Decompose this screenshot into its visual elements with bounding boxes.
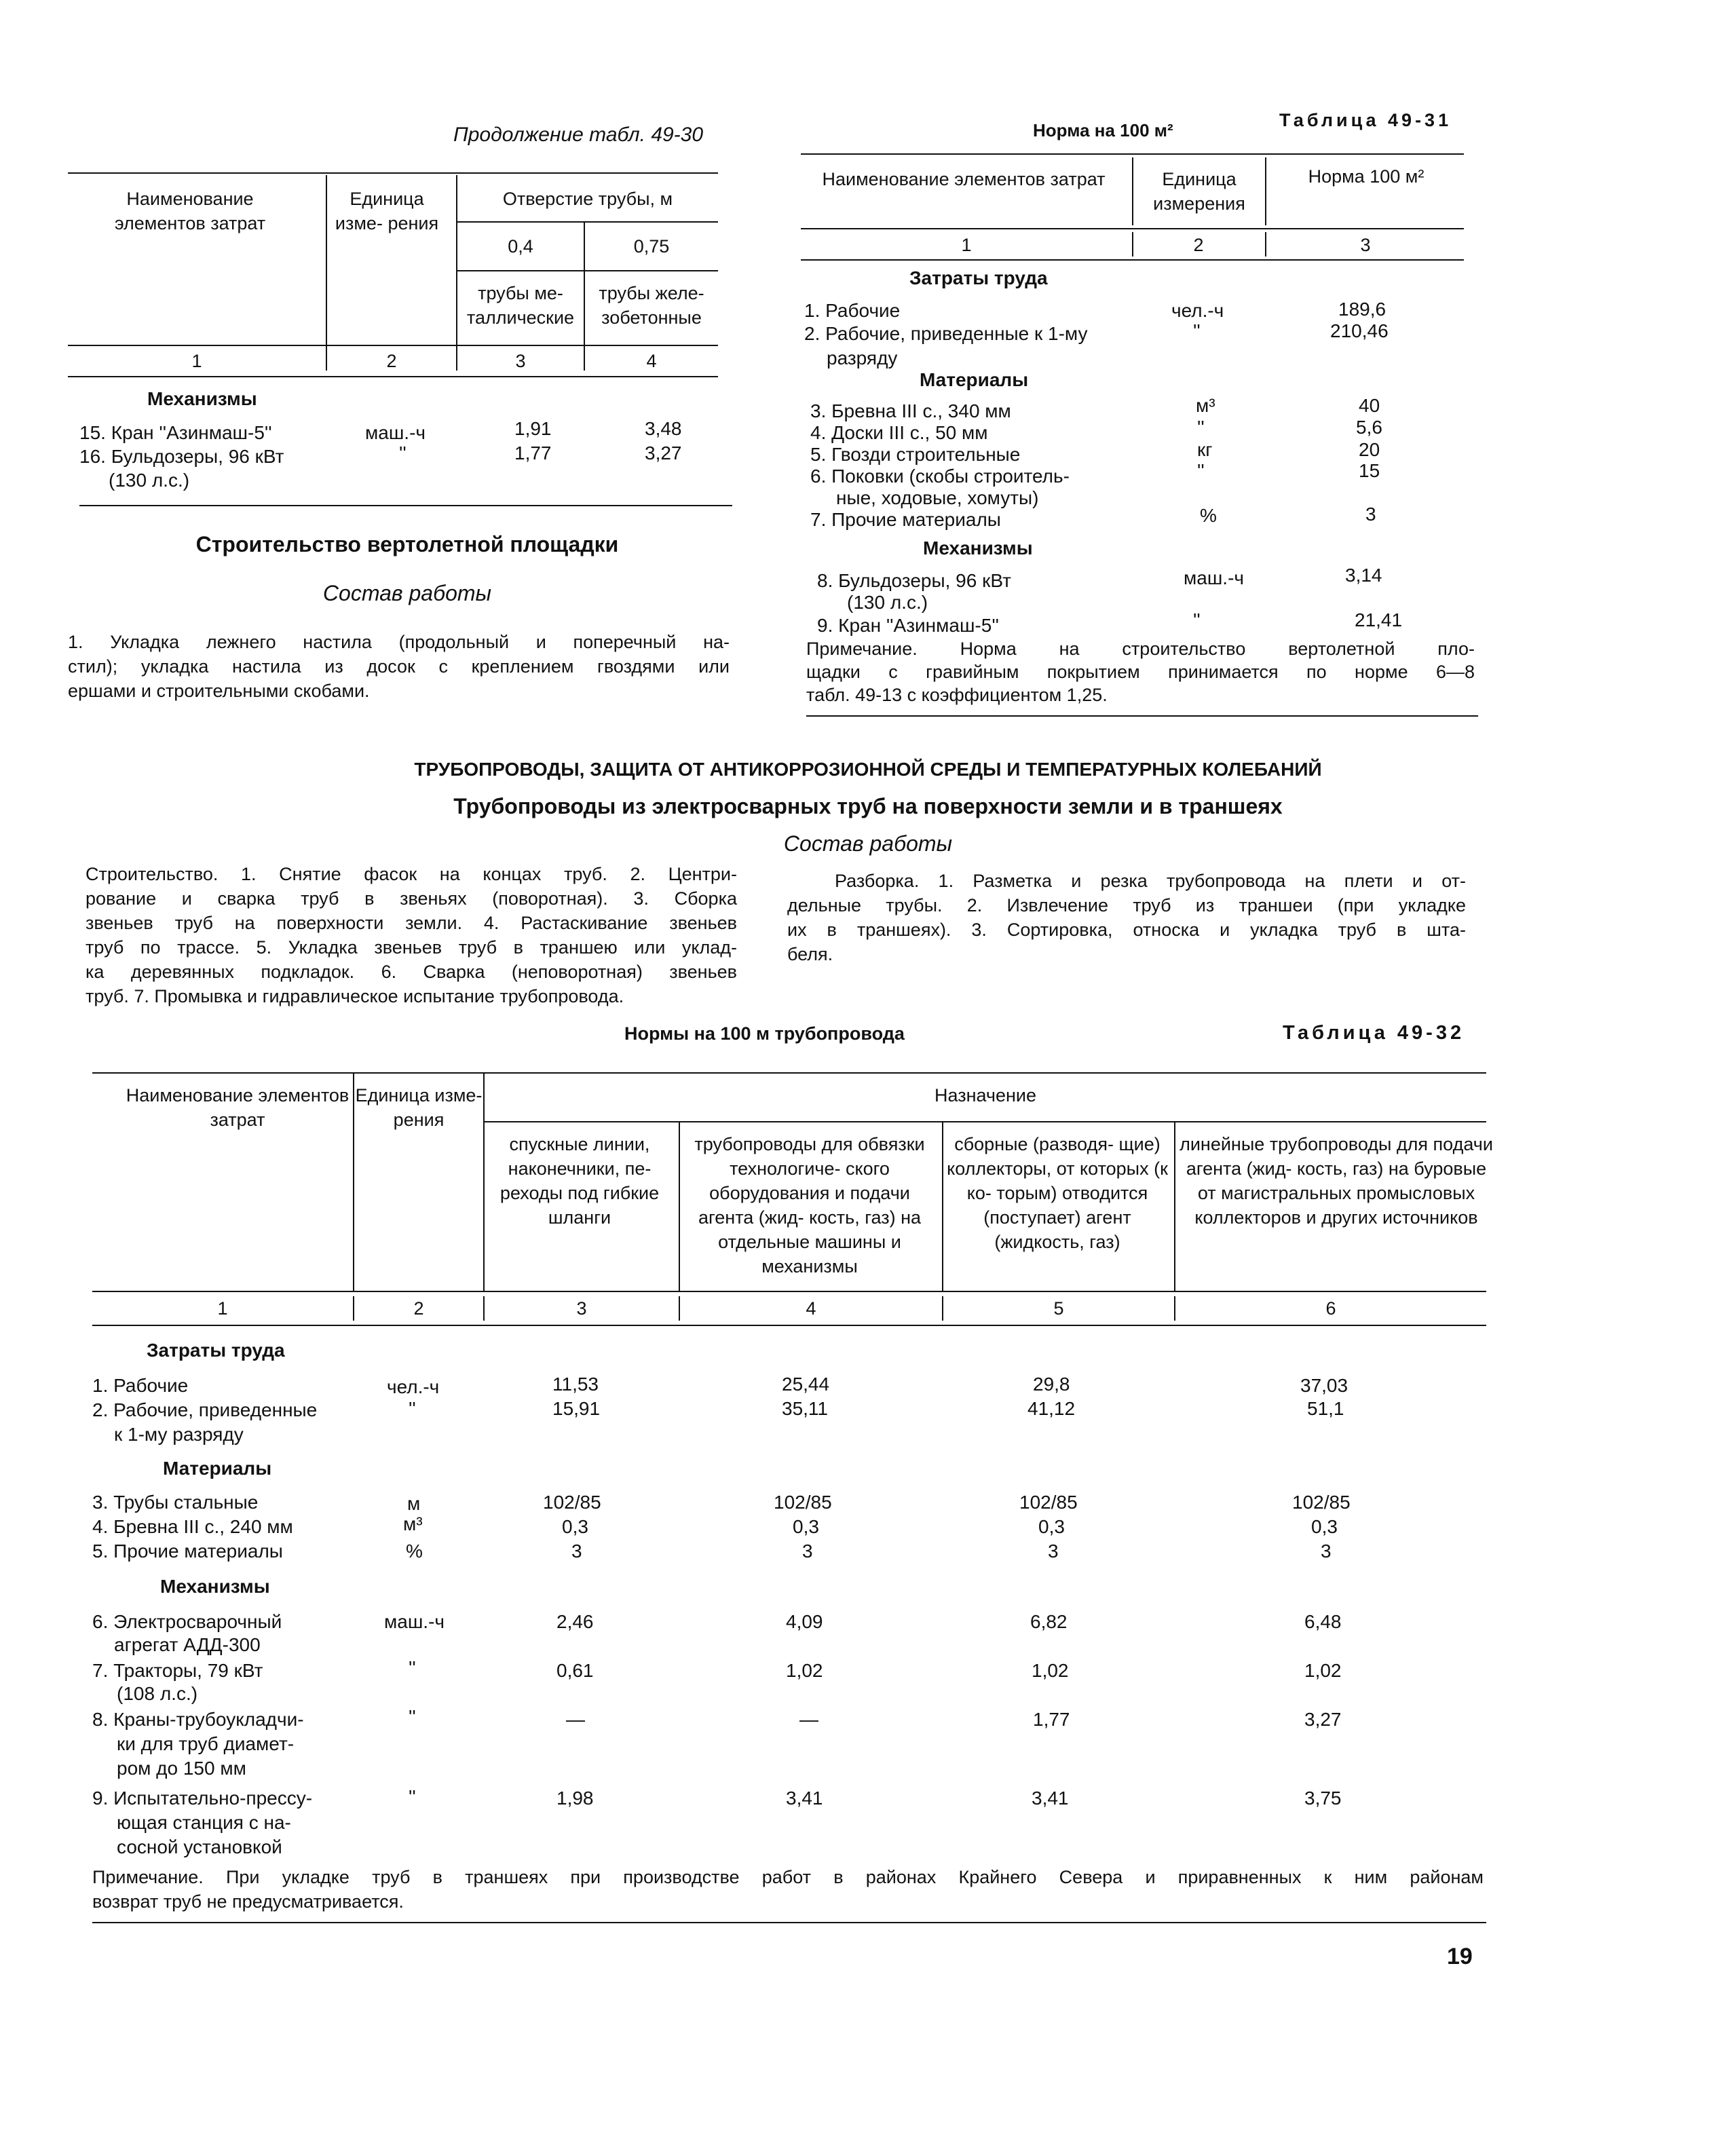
row-name: 6. Поковки (скобы строитель- <box>810 466 1070 487</box>
col-num-2: 2 <box>413 1298 424 1319</box>
row-value: 3 <box>1365 504 1376 525</box>
paragraph-line: дельные трубы. 2. Извлечение труб из траншеи (при укладке <box>787 895 1466 915</box>
row-unit: '' <box>399 442 407 464</box>
header-name: Наименование элементов затрат <box>114 189 266 233</box>
row-name: 5. Гвозди строительные <box>810 444 1021 465</box>
row-value: 37,03 <box>1300 1375 1348 1396</box>
row-name: 1. Рабочие <box>804 300 901 321</box>
row-name: 5. Прочие материалы <box>92 1541 283 1562</box>
header-unit: Единица изме- рения <box>355 1085 483 1130</box>
row-value: 41,12 <box>1027 1398 1076 1419</box>
paragraph-line: Строительство. 1. Снятие фасок на концах труб. 2. Центри- <box>86 864 737 884</box>
paragraph-line: звеньев труб на поверхности земли. 4. Растаскивание звеньев <box>86 913 737 933</box>
row-name-cont: (130 л.с.) <box>847 592 928 613</box>
rule <box>68 172 718 174</box>
header-unit: Единица измерения <box>1153 169 1245 214</box>
section-title: Трубопроводы из электросварных труб на поверхности земли и в траншеях <box>453 794 1283 818</box>
row-value: 2,46 <box>556 1611 594 1632</box>
row-value: 25,44 <box>782 1374 830 1395</box>
table-note-line: Примечание. Норма на строительство вертолетной пло- <box>806 639 1475 659</box>
row-value: 1,91 <box>514 418 552 439</box>
row-name: 3. Бревна III с., 340 мм <box>810 400 1011 421</box>
table-note-line: Примечание. При укладке труб в траншеях при производстве работ в районах Крайнего Севера и приравненных к ним районам <box>92 1867 1484 1887</box>
row-unit: кг <box>1197 439 1213 460</box>
col-num-4: 4 <box>646 351 657 371</box>
row-unit: % <box>1200 505 1217 526</box>
header-0-75: 0,75 <box>633 236 670 257</box>
header-col-6: линейные трубопроводы для подачи агента (жид- кость, газ) на буровые от магистральных промысловых коллекторов и других источников <box>1180 1134 1493 1228</box>
row-value: 3,14 <box>1345 565 1382 586</box>
row-name-cont: ные, ходовые, хомуты) <box>836 487 1039 508</box>
row-unit: '' <box>1197 460 1205 481</box>
row-value: 15,91 <box>552 1398 601 1419</box>
col-num-3: 3 <box>515 351 526 371</box>
row-value: 3,41 <box>1032 1788 1069 1809</box>
paragraph-line: стил); укладка настила из досок с креплением гвоздями или <box>68 656 730 677</box>
row-value: 51,1 <box>1307 1398 1344 1419</box>
col-num-1: 1 <box>961 235 972 255</box>
paragraph-line: рование и сварка труб в звеньях (поворотная). 3. Сборка <box>86 888 737 909</box>
table-label: Таблица 49-32 <box>1283 1022 1465 1044</box>
paragraph-line: труб. 7. Промывка и гидравлическое испытание трубопровода. <box>86 986 624 1006</box>
rule <box>1174 1121 1175 1291</box>
row-name: 2. Рабочие, приведенные <box>92 1399 318 1420</box>
row-value: 0,3 <box>1038 1516 1065 1537</box>
row-value: 4,09 <box>786 1611 823 1632</box>
section-labor: Затраты труда <box>147 1340 285 1361</box>
col-num-1: 1 <box>191 351 202 371</box>
rule <box>92 1325 1486 1326</box>
row-value: 6,82 <box>1030 1611 1068 1632</box>
header-col-5: сборные (разводя- щие) коллекторы, от которых (к ко- торым) отводится (поступает) агент (жидкость, газ) <box>947 1134 1168 1252</box>
row-unit: '' <box>1193 320 1201 341</box>
col-num-2: 2 <box>386 351 397 371</box>
row-name-cont: ющая станция с на- <box>117 1812 291 1833</box>
header-name: Наименование элементов затрат <box>126 1085 350 1130</box>
rule <box>806 715 1478 717</box>
table-label: Таблица 49-31 <box>1279 110 1452 130</box>
rule <box>92 1291 1486 1292</box>
rule <box>1132 157 1133 225</box>
section-materials: Материалы <box>920 369 1029 390</box>
row-value: 1,02 <box>1304 1660 1342 1681</box>
row-name-cont: разряду <box>827 347 898 369</box>
rule <box>801 228 1464 229</box>
row-value: 0,3 <box>562 1516 588 1537</box>
paragraph-line: беля. <box>787 944 833 964</box>
row-unit: м³ <box>1196 395 1215 416</box>
col-num-5: 5 <box>1053 1298 1064 1319</box>
header-unit: Единица изме- рения <box>335 189 439 233</box>
rule <box>942 1121 943 1291</box>
header-concrete-pipes: трубы желе- зобетонные <box>599 283 704 328</box>
section-mechanisms: Механизмы <box>160 1576 270 1597</box>
row-value: 29,8 <box>1033 1374 1070 1395</box>
row-value: 35,11 <box>782 1398 828 1419</box>
row-value: 3 <box>1048 1541 1059 1562</box>
paragraph-line: труб по трассе. 5. Укладка звеньев труб в траншею или уклад- <box>86 937 737 958</box>
header-norm: Норма 100 м² <box>1308 166 1424 187</box>
section-title: Строительство вертолетной площадки <box>195 532 619 556</box>
row-value: — <box>799 1709 818 1730</box>
row-value: 20 <box>1359 439 1380 460</box>
header-metal-pipes: трубы ме- таллические <box>466 283 575 328</box>
row-name: 3. Трубы стальные <box>92 1492 259 1513</box>
row-name-cont: (108 л.с.) <box>117 1683 198 1704</box>
row-unit: маш.-ч <box>365 422 426 443</box>
header-purpose: Назначение <box>934 1085 1037 1106</box>
row-name-cont: (130 л.с.) <box>109 470 190 491</box>
row-value: 11,53 <box>552 1374 599 1395</box>
section-subtitle: Состав работы <box>322 581 492 605</box>
row-name: 8. Краны-трубоукладчи- <box>92 1709 304 1730</box>
row-value: 102/85 <box>543 1492 601 1513</box>
row-name: 2. Рабочие, приведенные к 1-му <box>804 323 1088 344</box>
row-value: 102/85 <box>1019 1492 1078 1513</box>
section-mechanisms: Механизмы <box>923 537 1033 559</box>
rule <box>92 1922 1486 1923</box>
paragraph-line: ершами и строительными скобами. <box>68 681 370 701</box>
header-col-4: трубопроводы для обвязки технологиче- ского оборудования и подачи агента (жид- кость, газ) на отдельные машины и механизмы <box>694 1134 925 1277</box>
col-num-2: 2 <box>1193 235 1204 255</box>
row-value: — <box>566 1709 585 1730</box>
row-value: 40 <box>1359 395 1380 416</box>
col-num-3: 3 <box>1360 235 1371 255</box>
header-0-4: 0,4 <box>508 236 533 257</box>
row-value: 0,61 <box>556 1660 594 1681</box>
row-value: 1,77 <box>514 442 552 464</box>
rule <box>456 221 718 223</box>
row-unit: чел.-ч <box>1171 300 1224 321</box>
row-value: 3,27 <box>645 442 682 464</box>
table-title: Нормы на 100 м трубопровода <box>624 1023 905 1044</box>
row-name: 9. Испытательно-прессу- <box>92 1788 313 1809</box>
row-name-cont: к 1-му разряду <box>114 1424 244 1445</box>
section-subtitle: Состав работы <box>783 831 953 856</box>
rule <box>326 175 327 371</box>
row-name: 1. Рабочие <box>92 1375 189 1396</box>
table-note-line: табл. 49-13 с коэффициентом 1,25. <box>806 685 1108 705</box>
row-value: 1,02 <box>786 1660 823 1681</box>
row-unit: '' <box>409 1657 416 1678</box>
paragraph-line: их в траншеях). 3. Сортировка, относка и укладка труб в шта- <box>787 920 1466 940</box>
row-value: 102/85 <box>774 1492 832 1513</box>
row-value: 3,75 <box>1304 1788 1342 1809</box>
section-mechanisms: Механизмы <box>147 388 257 409</box>
row-value: 15 <box>1359 460 1380 481</box>
header-opening: Отверстие трубы, м <box>502 189 673 209</box>
col-num-3: 3 <box>576 1298 587 1319</box>
row-name-cont: агрегат АДД-300 <box>114 1634 261 1655</box>
row-value: 0,3 <box>1311 1516 1338 1537</box>
row-value: 3 <box>802 1541 813 1562</box>
row-unit: маш.-ч <box>1184 567 1244 588</box>
row-name-cont: ки для труб диамет- <box>117 1733 295 1754</box>
col-num-4: 4 <box>806 1298 816 1319</box>
row-name: 15. Кран ''Азинмаш-5'' <box>79 422 272 443</box>
row-value: 3 <box>571 1541 582 1562</box>
table-note-line: возврат труб не предусматривается. <box>92 1891 404 1912</box>
row-unit: '' <box>409 1786 416 1807</box>
rule <box>801 153 1464 155</box>
row-name: 7. Прочие материалы <box>810 509 1001 530</box>
row-value: 1,02 <box>1032 1660 1069 1681</box>
row-value: 102/85 <box>1292 1492 1351 1513</box>
col-num-1: 1 <box>217 1298 228 1319</box>
row-value: 5,6 <box>1356 417 1382 438</box>
page-number: 19 <box>1447 1944 1473 1969</box>
row-value: 3,48 <box>645 418 682 439</box>
row-value: 1,98 <box>556 1788 594 1809</box>
paragraph-line: Разборка. 1. Разметка и резка трубопровода на плети и от- <box>835 871 1466 891</box>
row-unit: маш.-ч <box>384 1611 445 1632</box>
row-name: 4. Бревна III с., 240 мм <box>92 1516 293 1537</box>
row-unit: '' <box>409 1398 416 1419</box>
rule <box>68 345 718 346</box>
rule <box>79 505 732 506</box>
paragraph-line: 1. Укладка лежнего настила (продольный и поперечный на- <box>68 632 730 652</box>
row-unit: % <box>406 1541 423 1562</box>
paragraph-line: ка деревянных подкладок. 6. Сварка (неповоротная) звеньев <box>86 962 737 982</box>
chapter-heading: ТРУБОПРОВОДЫ, ЗАЩИТА ОТ АНТИКОРРОЗИОННОЙ СРЕДЫ И ТЕМПЕРАТУРНЫХ КОЛЕБАНИЙ <box>414 759 1322 780</box>
section-materials: Материалы <box>163 1458 272 1479</box>
row-unit: '' <box>1197 417 1205 438</box>
row-name: 4. Доски III с., 50 мм <box>810 422 988 443</box>
row-name-cont: сосной установкой <box>117 1836 282 1857</box>
row-value: 6,48 <box>1304 1611 1342 1632</box>
row-value: 189,6 <box>1338 299 1386 320</box>
row-value: 21,41 <box>1355 609 1403 630</box>
row-name-cont: ром до 150 мм <box>117 1758 246 1779</box>
header-name: Наименование элементов затрат <box>822 169 1106 189</box>
rule <box>456 270 718 271</box>
row-value: 1,77 <box>1033 1709 1070 1730</box>
rule <box>801 259 1464 261</box>
row-unit: '' <box>409 1706 416 1727</box>
table-continuation-label: Продолжение табл. 49-30 <box>453 124 704 146</box>
header-col-3: спускные линии, наконечники, пе- реходы под гибкие шланги <box>499 1134 660 1228</box>
row-value: 3 <box>1321 1541 1332 1562</box>
row-name: 16. Бульдозеры, 96 кВт <box>79 446 284 467</box>
col-num-6: 6 <box>1325 1298 1336 1319</box>
rule <box>1265 157 1266 225</box>
row-name: 9. Кран ''Азинмаш-5'' <box>817 615 1000 636</box>
row-value: 210,46 <box>1330 320 1389 341</box>
row-name: 6. Электросварочный <box>92 1611 282 1632</box>
row-value: 3,41 <box>786 1788 823 1809</box>
row-unit: '' <box>1193 609 1201 630</box>
row-unit: м³ <box>403 1513 423 1534</box>
rule <box>483 1121 1486 1122</box>
row-value: 3,27 <box>1304 1709 1342 1730</box>
rule <box>92 1072 1486 1074</box>
row-unit: м <box>407 1493 421 1514</box>
table-note-line: щадки с гравийным покрытием принимается по норме 6—8 <box>806 662 1475 682</box>
rule <box>68 376 718 377</box>
norm-label: Норма на 100 м² <box>1033 120 1173 140</box>
row-value: 0,3 <box>793 1516 819 1537</box>
row-unit: чел.-ч <box>387 1376 440 1397</box>
row-name: 7. Тракторы, 79 кВт <box>92 1660 263 1681</box>
section-labor: Затраты труда <box>909 267 1048 288</box>
row-name: 8. Бульдозеры, 96 кВт <box>817 570 1011 591</box>
rule <box>679 1121 680 1291</box>
